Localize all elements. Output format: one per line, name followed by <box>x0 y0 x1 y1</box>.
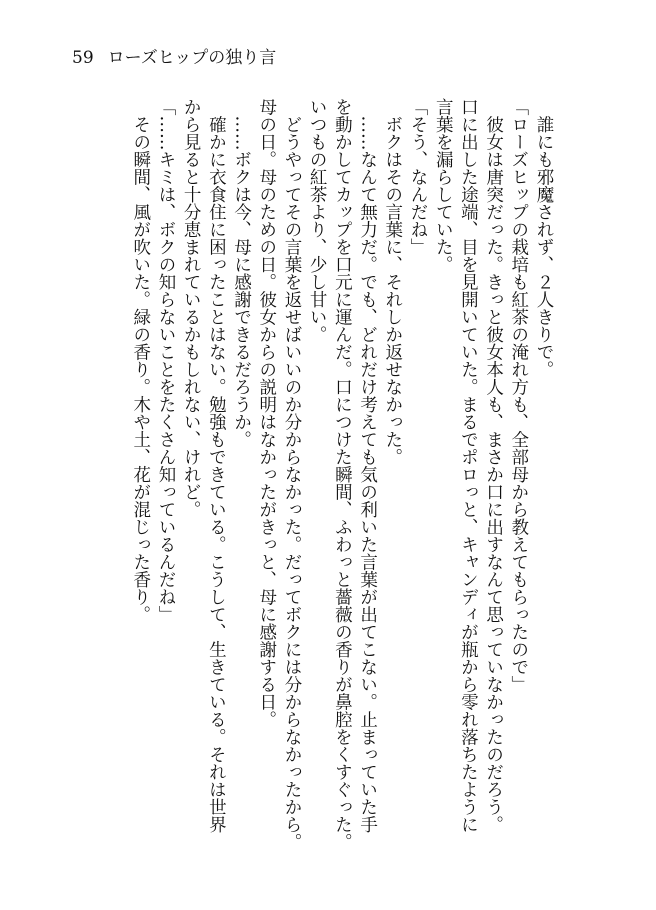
text-line: 母の日。母のための日。彼女からの説明はなかったがきっと、母に感謝する日。 <box>256 98 277 728</box>
text-line: 確かに衣食住に困ったことはない。勉強もできている。こうして、生きている。それは世界 <box>206 98 227 833</box>
text-line: 口に出した途端、目を見開いていた。まるでポロっと、キャンディが瓶から零れ落ちたように <box>458 98 479 833</box>
text-line: どうやってその言葉を返せばいいのか分からなかった。だってボクには分からなかったから。 <box>281 98 302 851</box>
text-line: 誰にも邪魔されず、２人きりで。 <box>534 98 554 378</box>
text-line: 「ローズヒップの栽培も紅茶の淹れ方も、全部母から教えてもらったので」 <box>508 98 529 693</box>
page-number: 59 <box>72 48 94 68</box>
running-title: ローズヒップの独り言 <box>107 48 277 68</box>
text-line: 「そう、なんだね」 <box>407 98 428 256</box>
text-line: ボクはその言葉に、それしか返せなかった。 <box>382 98 403 466</box>
text-line: 彼女は唐突だった。きっと彼女本人も、まさか口に出すなんて思っていなかったのだろう。 <box>483 98 504 833</box>
text-line: その瞬間、風が吹いた。緑の香り。木や土、花が混じった香り。 <box>130 98 151 623</box>
text-line: から見ると十分恵まれているかもしれない、けれど。 <box>181 98 202 518</box>
text-line: 言葉を漏らしていた。 <box>433 98 454 273</box>
text-line: 「……キミは、ボクの知らないことをたくさん知っているんだね」 <box>155 98 176 623</box>
text-line: いつもの紅茶より、少し甘い。 <box>307 98 328 343</box>
text-line: を動かしてカップを口元に運んだ。口につけた瞬間、ふわっと薔薇の香りが鼻腔をくすぐった。 <box>332 98 353 851</box>
body-text <box>128 98 556 851</box>
text-line: ……ボクは今、母に感謝できるだろうか。 <box>231 98 252 448</box>
text-line: ……なんて無力だ。でも、どれだけ考えても気の利いた言葉が出てこない。止まっていた手 <box>357 98 378 833</box>
running-header <box>72 50 276 67</box>
